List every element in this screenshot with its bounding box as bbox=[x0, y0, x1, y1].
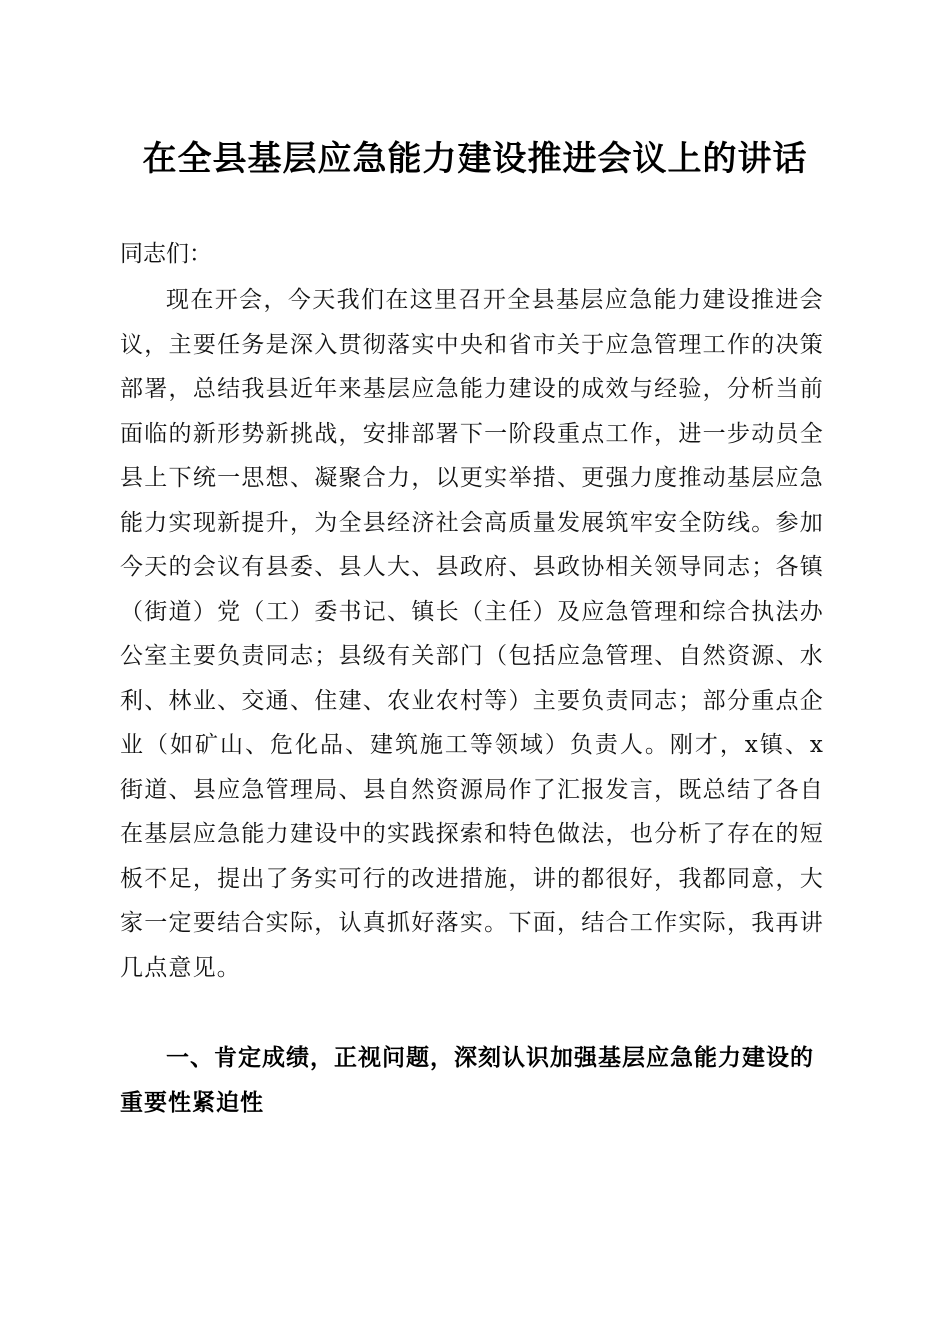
section-heading: 一、肯定成绩，正视问题，深刻认识加强基层应急能力建设的重要性紧迫性 bbox=[120, 1045, 814, 1116]
greeting: 同志们： bbox=[120, 241, 212, 267]
document-title: 在全县基层应急能力建设推进会议上的讲话 bbox=[142, 139, 808, 179]
body-paragraph: 现在开会，今天我们在这里召开全县基层应急能力建设推进会议，主要任务是深入贯彻落实中央和省市关于应急管理工作的决策部署，总结我县近年来基层应急能力建设的成效与经验，分析当前面临的新形势新挑战，安排部署下一阶段重点工作，进一步动员全县上下统一思想、凝聚合力，以更实举措、更强力度推动基层应急能力实现新提升，为全县经济社会高质量发展筑牢安全防线。参加今天的会议有县委、县人大、县政府、县政协相关领导同志；各镇（街道）党（工）委书记、镇长（主任）及应急管理和综合执法办公室主要负责同志；县级有关部门（包括应急管理、自然资源、水利、林业、交通、住建、农业农村等）主要负责同志；部分重点企业（如矿山、危化品、建筑施工等领域）负责人。刚才，x镇、x街道、县应急管理局、县自然资源局作了汇报发言，既总结了各自在基层应急能力建设中的实践探索和特色做法，也分析了存在的短板不足，提出了务实可行的改进措施，讲的都很好，我都同意，大家一定要结合实际，认真抓好落实。下面，结合工作实际，我再讲几点意见。 bbox=[120, 287, 824, 981]
